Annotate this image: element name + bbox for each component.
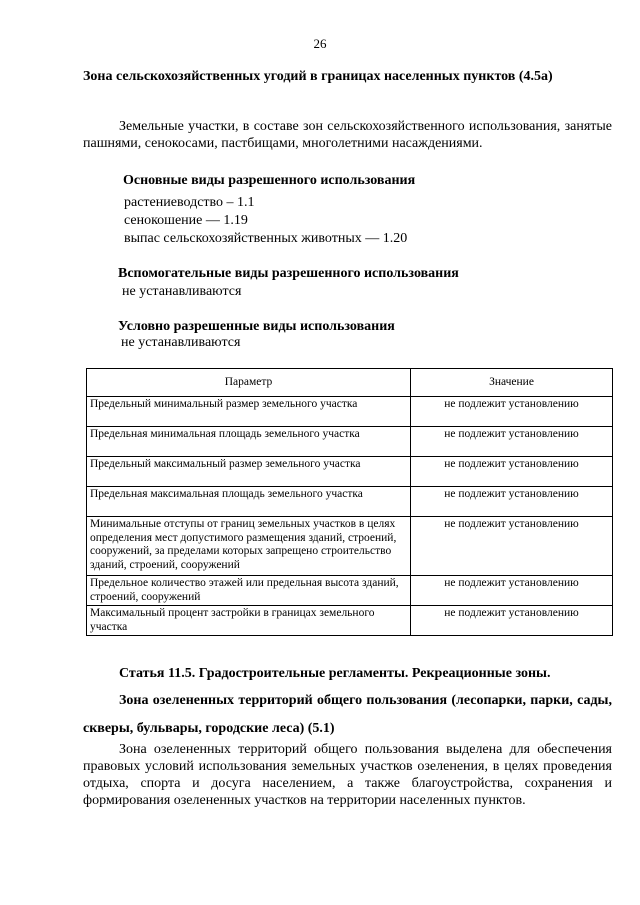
header-parameter: Параметр	[87, 369, 411, 397]
table-row	[87, 487, 613, 517]
main-uses-heading: Основные виды разрешенного использования	[123, 173, 416, 188]
main-use-item: сенокошение — 1.19	[124, 213, 248, 228]
auxiliary-uses-value: не устанавливаются	[122, 284, 242, 299]
value-cell: не подлежит установлению	[411, 487, 613, 517]
table-row	[87, 517, 613, 576]
param-cell: Предельное количество этажей или предельная высота зданий, строений, сооружений	[87, 576, 411, 606]
table-row	[87, 457, 613, 487]
value-cell: не подлежит установлению	[411, 427, 613, 457]
table-header-row	[87, 369, 613, 397]
header-value: Значение	[411, 369, 613, 397]
auxiliary-uses-heading: Вспомогательные виды разрешенного использования	[118, 266, 459, 281]
param-cell: Предельная максимальная площадь земельного участка	[87, 487, 411, 517]
param-cell: Максимальный процент застройки в границах земельного участка	[87, 606, 411, 636]
parameters-table	[86, 368, 613, 636]
page-number: 26	[313, 36, 327, 51]
value-cell: не подлежит установлению	[411, 457, 613, 487]
value-cell: не подлежит установлению	[411, 576, 613, 606]
value-cell: не подлежит установлению	[411, 606, 613, 636]
value-cell: не подлежит установлению	[411, 517, 613, 576]
param-cell: Предельный минимальный размер земельного участка	[87, 397, 411, 427]
conditional-uses-value: не устанавливаются	[121, 335, 241, 350]
main-use-item: растениеводство – 1.1	[124, 195, 255, 210]
table-row	[87, 606, 613, 636]
zone-agricultural-heading: Зона сельскохозяйственных угодий в границах населенных пунктов (4.5а)	[83, 69, 553, 84]
table-row	[87, 427, 613, 457]
main-use-item: выпас сельскохозяйственных животных — 1.20	[124, 231, 408, 246]
value-cell: не подлежит установлению	[411, 397, 613, 427]
conditional-uses-heading: Условно разрешенные виды использования	[118, 319, 395, 334]
article-title: Статья 11.5. Градостроительные регламенты. Рекреационные зоны.	[119, 666, 551, 681]
table-row	[87, 397, 613, 427]
zone-green-areas-heading: Зона озелененных территорий общего пользования (лесопарки, парки, сады, скверы, бульвары, городские леса) (5.1)	[83, 693, 612, 736]
table-row	[87, 576, 613, 606]
param-cell: Минимальные отступы от границ земельных участков в целях определения мест допустимого размещения зданий, строений, сооружений, за пределами которых запрещено строительство зданий, строений, сооружений	[87, 517, 411, 576]
zone-green-areas-description: Зона озелененных территорий общего пользования выделена для обеспечения правовых условий использования земельных участков озеленения, в целях проведения отдыха, спорта и досуга населением, а также благоустройства, сохранения и формирования озелененных участков на территории населенных пунктов.	[83, 742, 612, 808]
zone-agricultural-description: Земельные участки, в составе зон сельскохозяйственного использования, занятые пашнями, сенокосами, пастбищами, многолетними насаждениями.	[83, 119, 612, 151]
param-cell: Предельный максимальный размер земельного участка	[87, 457, 411, 487]
param-cell: Предельная минимальная площадь земельного участка	[87, 427, 411, 457]
